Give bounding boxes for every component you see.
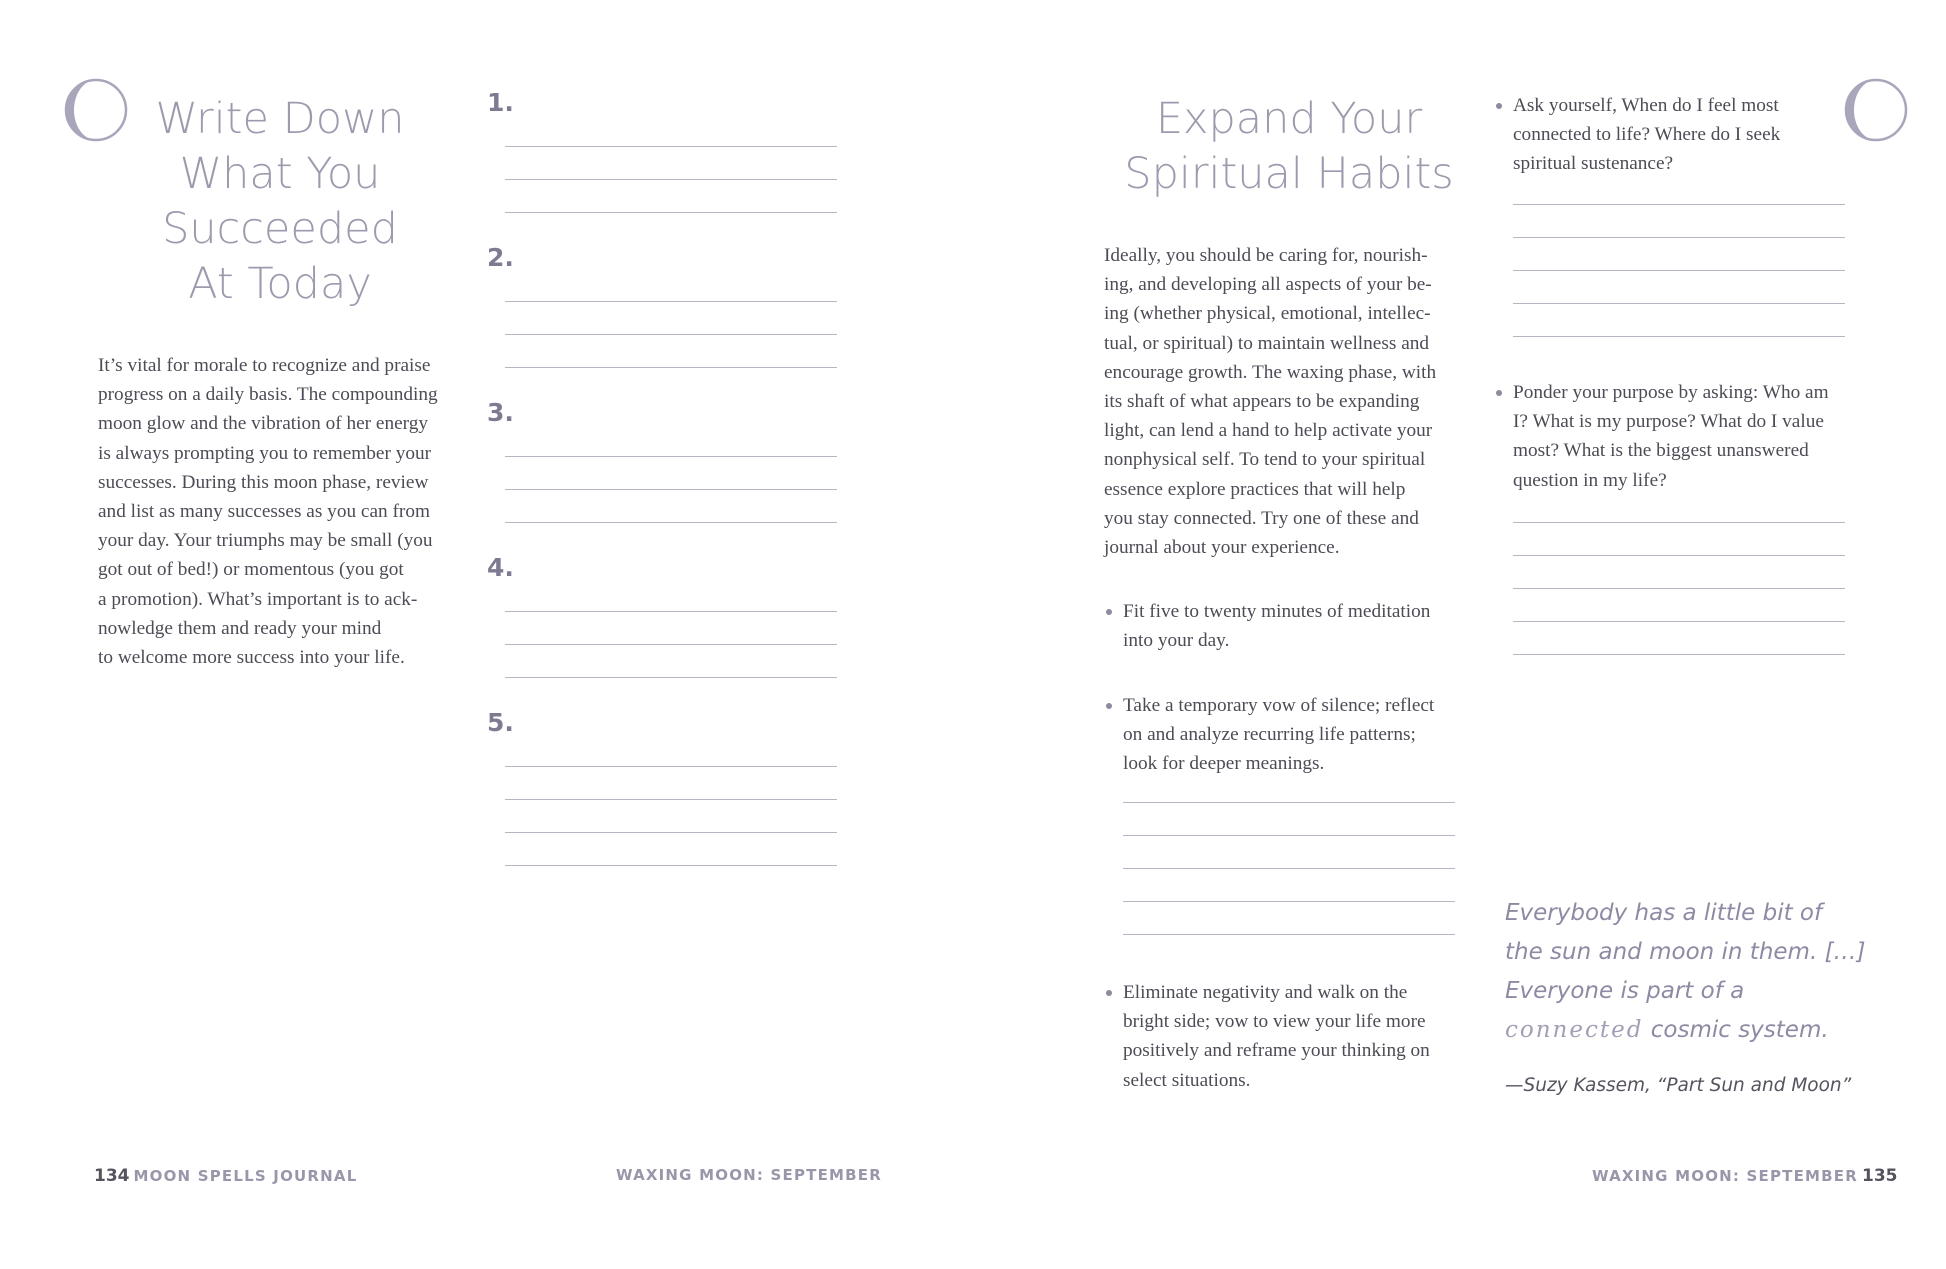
bullet-dot-icon [1106,703,1112,709]
writing-line[interactable] [1513,204,1845,205]
writing-line[interactable] [505,301,837,302]
right-footer [1592,1166,1902,1186]
bullet-item: Ask yourself, When do I feel most connected to life? Where do I seek spiritual sustenance? [1496,91,1780,179]
writing-line[interactable] [505,367,837,368]
left-footer [94,1166,357,1186]
page-number: 135 [1862,1166,1898,1186]
writing-line[interactable] [505,146,837,147]
writing-line[interactable] [505,832,837,833]
quote-attribution: —Suzy Kassem, “Part Sun and Moon” [1505,1075,1852,1096]
list-number: 2. [487,243,514,272]
bullet-dot-icon [1496,390,1502,396]
crescent-moon-icon [1844,78,1908,142]
bullet-item: Take a temporary vow of silence; reflect on and analyze recurring life patterns; look for deeper meanings. [1106,691,1434,779]
writing-line[interactable] [1513,654,1845,655]
writing-line[interactable] [1513,522,1845,523]
writing-line[interactable] [1123,934,1455,935]
writing-line[interactable] [505,677,837,678]
writing-line[interactable] [1513,621,1845,622]
writing-line[interactable] [505,766,837,767]
bullet-dot-icon [1106,990,1112,996]
list-number: 1. [487,88,514,117]
right-page-body: Ideally, you should be caring for, nourish- ing, and developing all aspects of your be- ing (whether physical, emotional, intellec- tual, or spiritual) to maintain wellness and encourage growth. The waxing phase, with its shaft of what appears to be expanding light, can lend a hand to help activate your nonphysical self. To tend to your spiritual essence explore practices that will help you stay connected. Try one of these and journal about your experience. [1104,245,1437,559]
bullet-item: Ponder your purpose by asking: Who am I? What is my purpose? What do I value most? What is the biggest unanswered question in my life? [1496,378,1829,495]
writing-line[interactable] [1513,555,1845,556]
quote: Everybody has a little bit of the sun and moon in them. […] Everyone is part of a connected cosmic system. [1505,900,1866,1043]
writing-line[interactable] [1513,270,1845,271]
writing-line[interactable] [1513,237,1845,238]
writing-line[interactable] [505,489,837,490]
writing-line[interactable] [1123,835,1455,836]
quote-script-word: connected [1505,1017,1644,1043]
list-number: 4. [487,553,514,582]
writing-line[interactable] [505,865,837,866]
writing-line[interactable] [1513,336,1845,337]
right-section-label: WAXING MOON: SEPTEMBER [1592,1167,1858,1185]
crescent-moon-icon [64,78,128,142]
writing-line[interactable] [1513,303,1845,304]
bullet-item: Fit five to twenty minutes of meditation into your day. [1106,597,1430,655]
bullet-dot-icon [1496,103,1502,109]
left-page-body: It’s vital for morale to recognize and praise progress on a daily basis. The compounding moon glow and the vibration of her energy is always prompting you to remember your successes. During this moon phase, review and list as many successes as you can from your day. Your triumphs may be small (you got out of bed!) or momentous (you got a promotion). What’s important is to ack- nowledge them and ready your mind to welcome more success into your life. [98,355,438,669]
left-page-title: Write Down What You Succeeded At Today [155,94,405,309]
left-section-label: WAXING MOON: SEPTEMBER [616,1166,882,1184]
writing-line[interactable] [505,179,837,180]
writing-line[interactable] [1123,868,1455,869]
writing-line[interactable] [505,799,837,800]
writing-line[interactable] [505,456,837,457]
writing-line[interactable] [1123,802,1455,803]
writing-line[interactable] [1513,588,1845,589]
writing-line[interactable] [505,644,837,645]
writing-line[interactable] [505,522,837,523]
page-number: 134 [94,1166,130,1186]
bullet-dot-icon [1106,609,1112,615]
writing-line[interactable] [1123,901,1455,902]
writing-line[interactable] [505,334,837,335]
writing-line[interactable] [505,212,837,213]
list-number: 5. [487,708,514,737]
right-page-title: Expand Your Spiritual Habits [1124,94,1454,199]
list-number: 3. [487,398,514,427]
bullet-item: Eliminate negativity and walk on the bright side; vow to view your life more positively and reframe your thinking on select situations. [1106,978,1430,1095]
book-title: MOON SPELLS JOURNAL [133,1167,358,1185]
writing-line[interactable] [505,611,837,612]
